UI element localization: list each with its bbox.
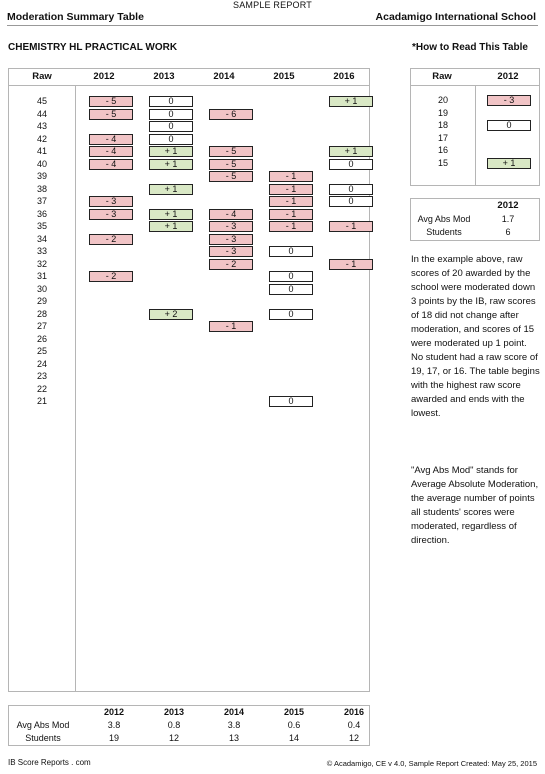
moderation-cell: - 4 [209, 209, 253, 220]
raw-score: 40 [36, 158, 47, 169]
raw-header: Raw [32, 71, 52, 82]
avg-abs-mod-label: Avg Abs Mod [16, 720, 70, 730]
summary-avg-value: 3.8 [107, 720, 121, 730]
moderation-cell: + 1 [149, 209, 193, 220]
example-summary-year: 2012 [497, 200, 519, 211]
moderation-cell: 0 [329, 196, 373, 207]
moderation-cell: 0 [329, 159, 373, 170]
moderation-cell: - 4 [89, 146, 133, 157]
example-students-label: Students [426, 227, 462, 237]
students-label: Students [25, 733, 61, 743]
moderation-cell: - 3 [89, 196, 133, 207]
raw-score: 29 [36, 296, 47, 306]
moderation-cell: - 3 [209, 246, 253, 257]
moderation-cell: - 3 [209, 221, 253, 232]
raw-score: 45 [36, 96, 47, 106]
moderation-cell: - 3 [89, 209, 133, 220]
explanation-paragraph: In the example above, raw scores of 20 awarded by the school were moderated down 3 points by the IB, raw scores of 18 did not change after moderation, and scores of 15 were moderated up 1 point. No student had a raw score of 19, 17, or 16. The table begins with the highest raw score awarded and ends with the lowest. [411, 254, 540, 419]
example-raw-score: 17 [437, 132, 448, 143]
raw-score: 42 [36, 133, 47, 144]
raw-score: 38 [36, 183, 47, 194]
moderation-cell: 0 [269, 396, 313, 407]
moderation-cell: 0 [269, 246, 313, 257]
example-avg-label: Avg Abs Mod [417, 214, 471, 224]
moderation-cell: - 4 [89, 134, 133, 145]
raw-score: 35 [36, 221, 47, 231]
moderation-cell: + 1 [149, 159, 193, 170]
moderation-table [8, 68, 370, 692]
moderation-cell: + 1 [329, 96, 373, 107]
summary-avg-value: 0.8 [167, 720, 181, 730]
example-raw-score: 15 [437, 157, 448, 168]
moderation-cell: - 5 [89, 96, 133, 107]
moderation-cell: 0 [149, 134, 193, 145]
raw-score: 23 [36, 371, 47, 381]
moderation-cell: - 5 [209, 159, 253, 170]
raw-score: 32 [36, 258, 47, 269]
moderation-cell: - 5 [209, 146, 253, 157]
report-title: Moderation Summary Table [7, 11, 144, 23]
raw-score: 36 [36, 208, 47, 219]
table-header-divider [9, 85, 369, 86]
year-header-2014: 2014 [213, 71, 235, 82]
raw-score: 39 [36, 171, 47, 181]
year-header-2013: 2013 [153, 71, 175, 82]
example-moderation-cell: + 1 [487, 158, 531, 169]
example-raw-divider [475, 85, 476, 185]
moderation-cell: 0 [269, 271, 313, 282]
moderation-cell: + 1 [329, 146, 373, 157]
example-table [410, 68, 540, 186]
moderation-cell: - 1 [269, 209, 313, 220]
avg-abs-mod-explanation: "Avg Abs Mod" stands for Average Absolute Moderation, the average number of points all students' scores were moderated, regardless of direction. [411, 465, 539, 546]
how-to-read-title: *How to Read This Table [412, 42, 528, 53]
school-name: Acadamigo International School [375, 11, 536, 23]
raw-score: 33 [36, 246, 47, 256]
example-avg-value: 1.7 [501, 214, 515, 224]
summary-years-value: 2015 [283, 707, 305, 717]
raw-score: 21 [36, 396, 47, 406]
moderation-cell: 0 [149, 109, 193, 120]
year-header-2016: 2016 [333, 71, 355, 82]
moderation-cell: - 2 [89, 234, 133, 245]
summary-students-value: 13 [228, 733, 239, 743]
raw-score: 30 [36, 283, 47, 294]
moderation-cell: - 6 [209, 109, 253, 120]
moderation-cell: + 2 [149, 309, 193, 320]
example-moderation-cell: - 3 [487, 95, 531, 106]
raw-score: 25 [36, 346, 47, 356]
moderation-cell: - 1 [329, 221, 373, 232]
year-header-2015: 2015 [273, 71, 295, 82]
moderation-cell: - 1 [269, 171, 313, 182]
example-raw-header: Raw [432, 71, 452, 82]
example-raw-score: 18 [437, 120, 448, 130]
raw-score: 27 [36, 321, 47, 331]
raw-score: 22 [36, 383, 47, 394]
moderation-cell: - 3 [209, 234, 253, 245]
year-header-2012: 2012 [93, 71, 115, 82]
raw-score: 37 [36, 196, 47, 206]
moderation-cell: - 1 [269, 196, 313, 207]
example-summary-table [410, 198, 540, 241]
moderation-cell: + 1 [149, 146, 193, 157]
raw-score: 31 [36, 271, 47, 281]
example-raw-score: 16 [437, 145, 448, 155]
example-year-header: 2012 [497, 71, 519, 82]
raw-score: 34 [36, 233, 47, 244]
summary-students-value: 19 [108, 733, 119, 743]
moderation-cell: + 1 [149, 184, 193, 195]
header-divider [7, 25, 538, 26]
raw-score: 26 [36, 333, 47, 344]
example-students-value: 6 [505, 227, 511, 237]
raw-score: 43 [36, 121, 47, 131]
moderation-cell: + 1 [149, 221, 193, 232]
example-raw-score: 19 [437, 107, 448, 118]
report-header-center: SAMPLE REPORT [233, 0, 312, 10]
raw-score: 28 [36, 308, 47, 319]
moderation-cell: - 1 [269, 221, 313, 232]
summary-students-value: 12 [168, 733, 179, 743]
moderation-cell: 0 [269, 284, 313, 295]
subject-title: CHEMISTRY HL PRACTICAL WORK [8, 42, 178, 53]
summary-years-value: 2012 [103, 707, 125, 717]
example-raw-score: 20 [437, 95, 448, 105]
moderation-cell: 0 [149, 121, 193, 132]
raw-score: 24 [36, 358, 47, 369]
example-moderation-cell: 0 [487, 120, 531, 131]
moderation-cell: - 1 [329, 259, 373, 270]
moderation-cell: - 5 [209, 171, 253, 182]
moderation-cell: - 4 [89, 159, 133, 170]
moderation-cell: - 1 [209, 321, 253, 332]
moderation-cell: - 2 [209, 259, 253, 270]
footer-credits: © Acadamigo, CE v 4.0, Sample Report Created: May 25, 2015 [326, 759, 537, 768]
summary-years-value: 2014 [223, 707, 245, 717]
moderation-cell: - 1 [269, 184, 313, 195]
raw-column-divider [75, 85, 76, 691]
summary-avg-value: 0.4 [347, 720, 361, 730]
summary-avg-value: 3.8 [227, 720, 241, 730]
summary-avg-value: 0.6 [287, 720, 301, 730]
summary-years-value: 2016 [343, 707, 365, 717]
summary-students-value: 12 [348, 733, 359, 743]
summary-years-value: 2013 [163, 707, 185, 717]
raw-score: 41 [36, 146, 47, 156]
moderation-cell: 0 [269, 309, 313, 320]
moderation-cell: - 2 [89, 271, 133, 282]
moderation-cell: - 5 [89, 109, 133, 120]
moderation-cell: 0 [329, 184, 373, 195]
moderation-cell: 0 [149, 96, 193, 107]
raw-score: 44 [36, 108, 47, 119]
footer-site: IB Score Reports . com [8, 758, 91, 767]
summary-table [8, 705, 370, 746]
summary-students-value: 14 [288, 733, 299, 743]
